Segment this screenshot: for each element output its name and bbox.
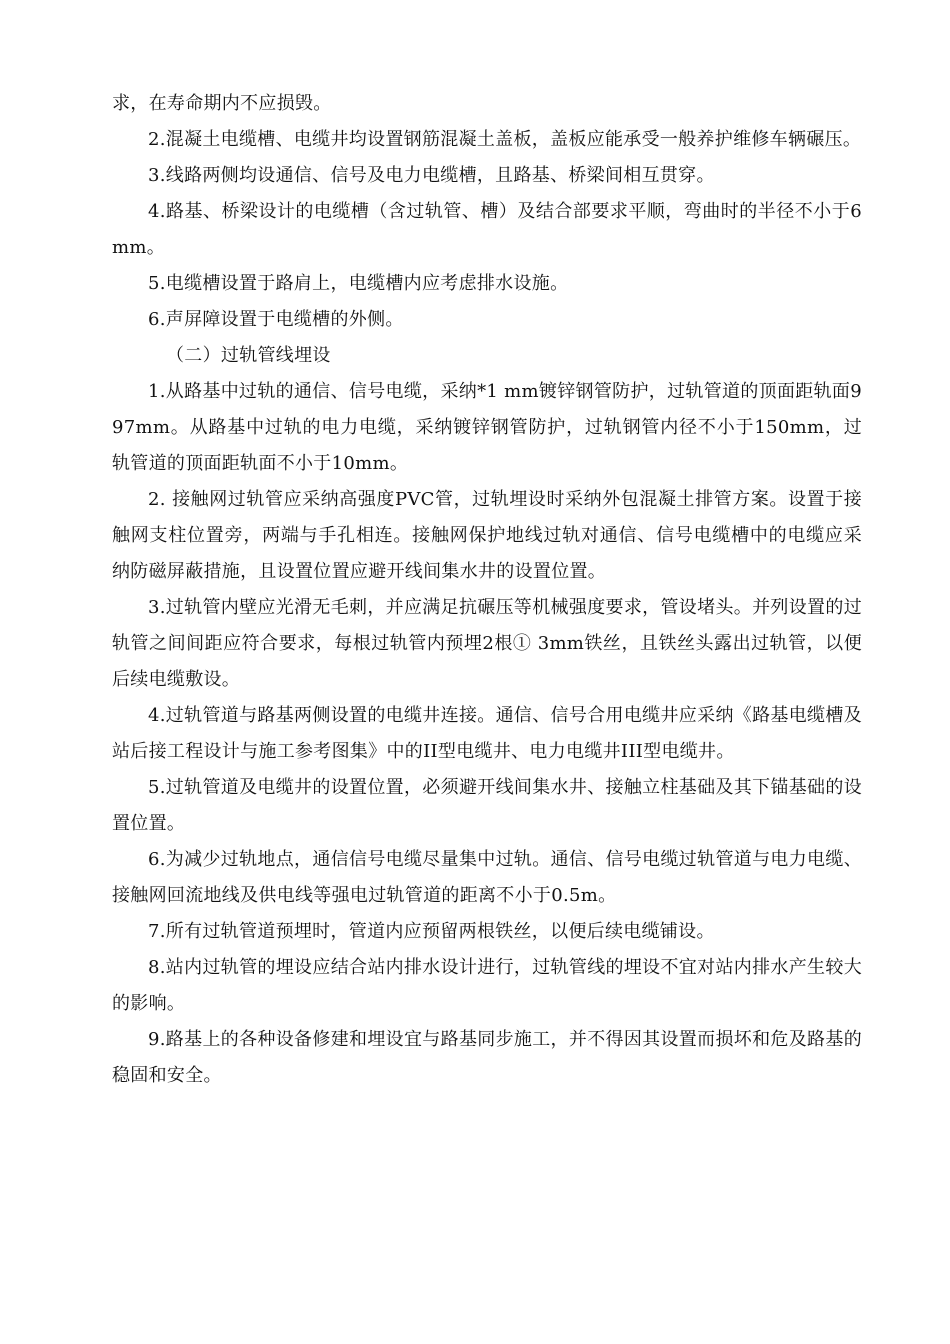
paragraph-item-6-sound-barrier: 6.声屏障设置于电缆槽的外侧。 xyxy=(148,309,404,330)
paragraph-continuation: 求，在寿命期内不应损毁。 xyxy=(112,93,332,114)
paragraph-item-2-pvc-pipe: 2. 接触网过轨管应采纳高强度PVC管，过轨埋设时采纳外包混凝土排管方案。设置于接触网支柱位置旁，两端与手孔相连。接触网保护地线过轨对通信、信号电缆槽中的电缆应采纳防磁屏蔽措施，且设置位置应避开线间集水井的设置位置。 xyxy=(112,489,862,582)
paragraph-item-8-station: 8.站内过轨管的埋设应结合站内排水设计进行，过轨管线的埋设不宜对站内排水产生较大的影响。 xyxy=(112,957,862,1014)
section-heading: （二）过轨管线埋设 xyxy=(166,345,331,366)
paragraph-item-4-bend-radius: 4.路基、桥梁设计的电缆槽（含过轨管、槽）及结合部要求平顺，弯曲时的半径不小于6mm。 xyxy=(112,201,862,258)
paragraph-item-9-construction: 9.路基上的各种设备修建和埋设宜与路基同步施工，并不得因其设置而损坏和危及路基的稳固和安全。 xyxy=(112,1029,862,1086)
paragraph-item-3-cable-trough: 3.线路两侧均设通信、信号及电力电缆槽，且路基、桥梁间相互贯穿。 xyxy=(148,165,715,186)
document-body xyxy=(112,86,862,1094)
paragraph-item-7-wire: 7.所有过轨管道预埋时，管道内应预留两根铁丝，以便后续电缆铺设。 xyxy=(148,921,715,942)
paragraph-item-5-placement: 5.过轨管道及电缆井的设置位置，必须避开线间集水井、接触立柱基础及其下锚基础的设置位置。 xyxy=(112,777,862,834)
paragraph-item-4-cable-well: 4.过轨管道与路基两侧设置的电缆井连接。通信、信号合用电缆井应采纳《路基电缆槽及站后接工程设计与施工参考图集》中的II型电缆井、电力电缆井III型电缆井。 xyxy=(112,705,862,762)
paragraph-item-3-pipe-wall: 3.过轨管内壁应光滑无毛刺，并应满足抗碾压等机械强度要求，管设堵头。并列设置的过轨管之间间距应符合要求，每根过轨管内预埋2根① 3mm铁丝，且铁丝头露出过轨管，以便后续电缆敷设。 xyxy=(112,597,862,690)
paragraph-item-5-drainage: 5.电缆槽设置于路肩上，电缆槽内应考虑排水设施。 xyxy=(148,273,569,294)
paragraph-item-1-pipe-protection: 1.从路基中过轨的通信、信号电缆，采纳*1 mm镀锌钢管防护，过轨管道的顶面距轨面997mm。从路基中过轨的电力电缆，采纳镀锌钢管防护，过轨钢管内径不小于150mm，过轨管道的顶面距轨面不小于10mm。 xyxy=(112,381,862,474)
paragraph-item-2-cover-plate: 2.混凝土电缆槽、电缆井均设置钢筋混凝土盖板，盖板应能承受一般养护维修车辆碾压。 xyxy=(148,129,862,150)
paragraph-item-6-distance: 6.为减少过轨地点，通信信号电缆尽量集中过轨。通信、信号电缆过轨管道与电力电缆、接触网回流地线及供电线等强电过轨管道的距离不小于0.5m。 xyxy=(112,849,862,906)
